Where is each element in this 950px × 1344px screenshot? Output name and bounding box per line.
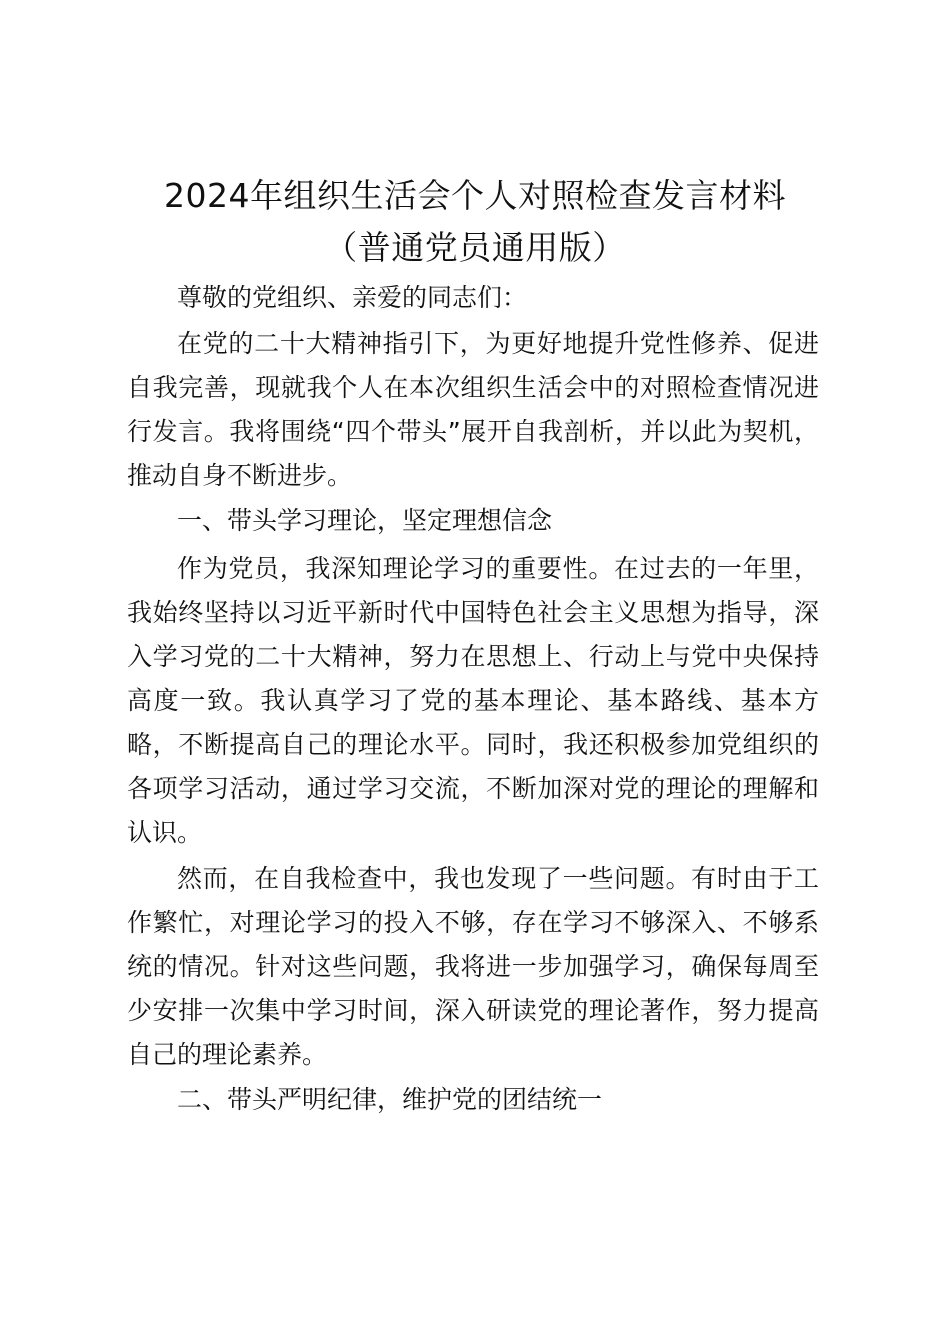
section-heading-1: 一、带头学习理论，坚定理想信念	[177, 506, 553, 535]
section-heading-2: 二、带头严明纪律，维护党的团结统一	[177, 1085, 603, 1114]
intro-paragraph: 在党的二十大精神指引下，为更好地提升党性修养、促进自我完善，现就我个人在本次组织生活会中的对照检查情况进行发言。我将围绕“四个带头”展开自我剖析，并以此为契机，推动自身不断进步。	[127, 328, 819, 490]
section-1-paragraph-1: 作为党员，我深知理论学习的重要性。在过去的一年里，我始终坚持以习近平新时代中国特色社会主义思想为指导，深入学习党的二十大精神，努力在思想上、行动上与党中央保持高度一致。我认真学习了党的基本理论、基本路线、基本方略，不断提高自己的理论水平。同时，我还积极参加党组织的各项学习活动，通过学习交流，不断加深对党的理论的理解和认识。	[127, 554, 819, 847]
document-body	[127, 276, 819, 1126]
document-title: 2024年组织生活会个人对照检查发言材料	[164, 176, 786, 215]
document-subtitle: （普通党员通用版）	[324, 228, 626, 267]
salutation: 尊敬的党组织、亲爱的同志们：	[177, 283, 528, 312]
section-1-paragraph-2: 然而，在自我检查中，我也发现了一些问题。有时由于工作繁忙，对理论学习的投入不够，存在学习不够深入、不够系统的情况。针对这些问题，我将进一步加强学习，确保每周至少安排一次集中学习时间，深入研读党的理论著作，努力提高自己的理论素养。	[127, 863, 819, 1069]
